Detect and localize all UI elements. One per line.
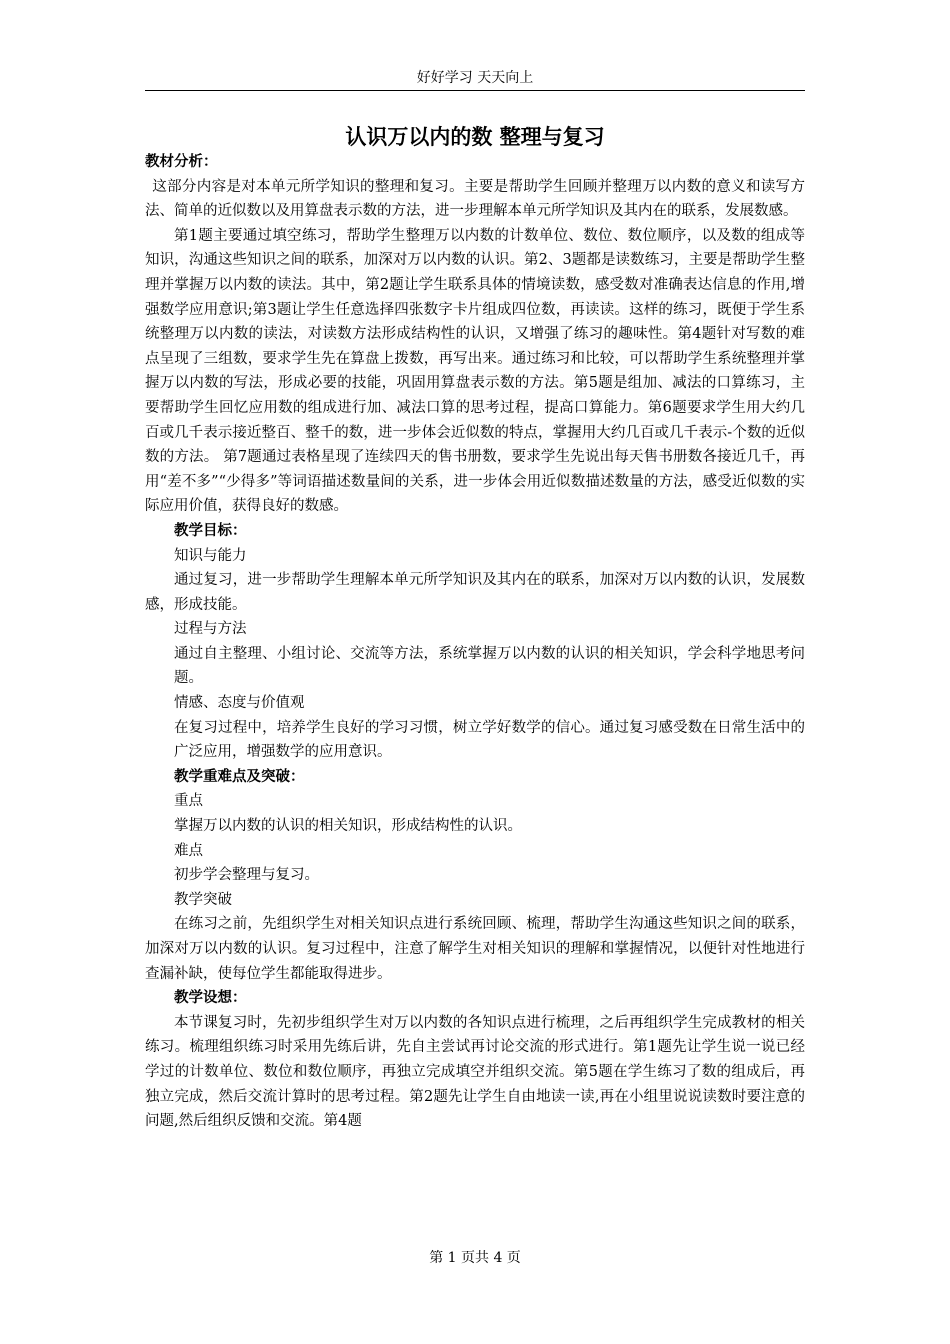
section-heading-goals: 教学目标：: [174, 521, 247, 539]
document-body: [145, 150, 805, 1134]
key-text-focus: 掌握万以内数的认识的相关知识，形成结构性的认识。: [174, 818, 522, 835]
goal-label-knowledge: 知识与能力: [174, 547, 247, 564]
goal-text-process: 通过自主整理、小组讨论、交流等方法，系统掌握万以内数的认识的相关知识，学会科学地思考问题。: [174, 645, 805, 687]
paragraph-analysis-1: 这部分内容是对本单元所学知识的整理和复习。主要是帮助学生回顾并整理万以内数的意义和读写方法、简单的近似数以及用算盘表示数的方法，进一步理解本单元所学知识及其内在的联系，发展数感。: [145, 178, 805, 220]
document-title: 认识万以内的数 整理与复习: [345, 124, 605, 149]
key-text-breakthrough: 在练习之前，先组织学生对相关知识点进行系统回顾、梳理，帮助学生沟通这些知识之间的联系，加深对万以内数的认识。复习过程中，注意了解学生对相关知识的理解和掌握情况，以便针对性地进行查漏补缺，使每位学生都能取得进步。: [145, 916, 805, 982]
page-header: 好好学习 天天向上: [416, 70, 534, 86]
key-text-difficulty: 初步学会整理与复习。: [174, 867, 319, 884]
goal-text-knowledge: 通过复习，进一步帮助学生理解本单元所学知识及其内在的联系，加深对万以内数的认识，发展数感，形成技能。: [145, 572, 805, 613]
goal-label-process: 过程与方法: [174, 621, 247, 638]
paragraph-plan: 本节课复习时，先初步组织学生对万以内数的各知识点进行梳理，之后再组织学生完成教材的相关练习。梳理组织练习时采用先练后讲，先自主尝试再讨论交流的形式进行。第1题先让学生说一说已经学过的计数单位、数位和数位顺序，再独立完成填空并组织交流。第5题在学生练习了数的组成后，再独立完成，然后交流计算时的思考过程。第2题先让学生自由地读一读,再在小组里说说读数时要注意的问题,然后组织反馈和交流。第4题: [145, 1014, 805, 1130]
header-divider: [145, 90, 805, 91]
section-heading-plan: 教学设想：: [174, 989, 247, 1007]
key-label-difficulty: 难点: [174, 842, 203, 859]
key-label-focus: 重点: [174, 793, 203, 810]
goal-text-attitude: 在复习过程中，培养学生良好的学习习惯，树立学好数学的信心。通过复习感受数在日常生活中的广泛应用，增强数学的应用意识。: [174, 719, 805, 761]
paragraph-analysis-2: 第1题主要通过填空练习，帮助学生整理万以内数的计数单位、数位、数位顺序，以及数的组成等知识，沟通这些知识之间的联系，加深对万以内数的认识。第2、3题都是读数练习，主要是帮助学生整理并掌握万以内数的读法。其中，第2题让学生联系具体的情境读数，感受数对准确表达信息的作用,增强数学应用意识;第3题让学生任意选择四张数字卡片组成四位数，再读读。这样的练习，既便于学生系统整理万以内数的读法，对读数方法形成结构性的认识，又增强了练习的趣味性。第4题针对写数的难点呈现了三组数，要求学生先在算盘上拨数，再写出来。通过练习和比较，可以帮助学生系统整理并掌握万以内数的写法，形成必要的技能，巩固用算盘表示数的方法。第5题是组加、减法的口算练习，主要帮助学生回忆应用数的组成进行加、减法口算的思考过程，提高口算能力。第6题要求学生用大约几百或几千表示接近整百、整千的数，进一步体会近似数的特点，掌握用大约几百或几千表示-个数的近似数的方法。 第7题通过表格星现了连续四天的售书册数，要求学生先说出每天售书册数各接近几千，再用“差不多”“少得多”等词语描述数量间的关系，进一步体会用近似数描述数量的方法，感受近似数的实际应用价值，获得良好的数感。: [145, 227, 805, 515]
page-footer: 第 1 页共 4 页: [429, 1250, 521, 1266]
section-heading-analysis: 教材分析：: [145, 153, 218, 170]
goal-label-attitude: 情感、态度与价值观: [174, 695, 305, 712]
key-label-breakthrough: 教学突破: [174, 891, 232, 908]
section-heading-key-points: 教学重难点及突破：: [174, 767, 305, 785]
